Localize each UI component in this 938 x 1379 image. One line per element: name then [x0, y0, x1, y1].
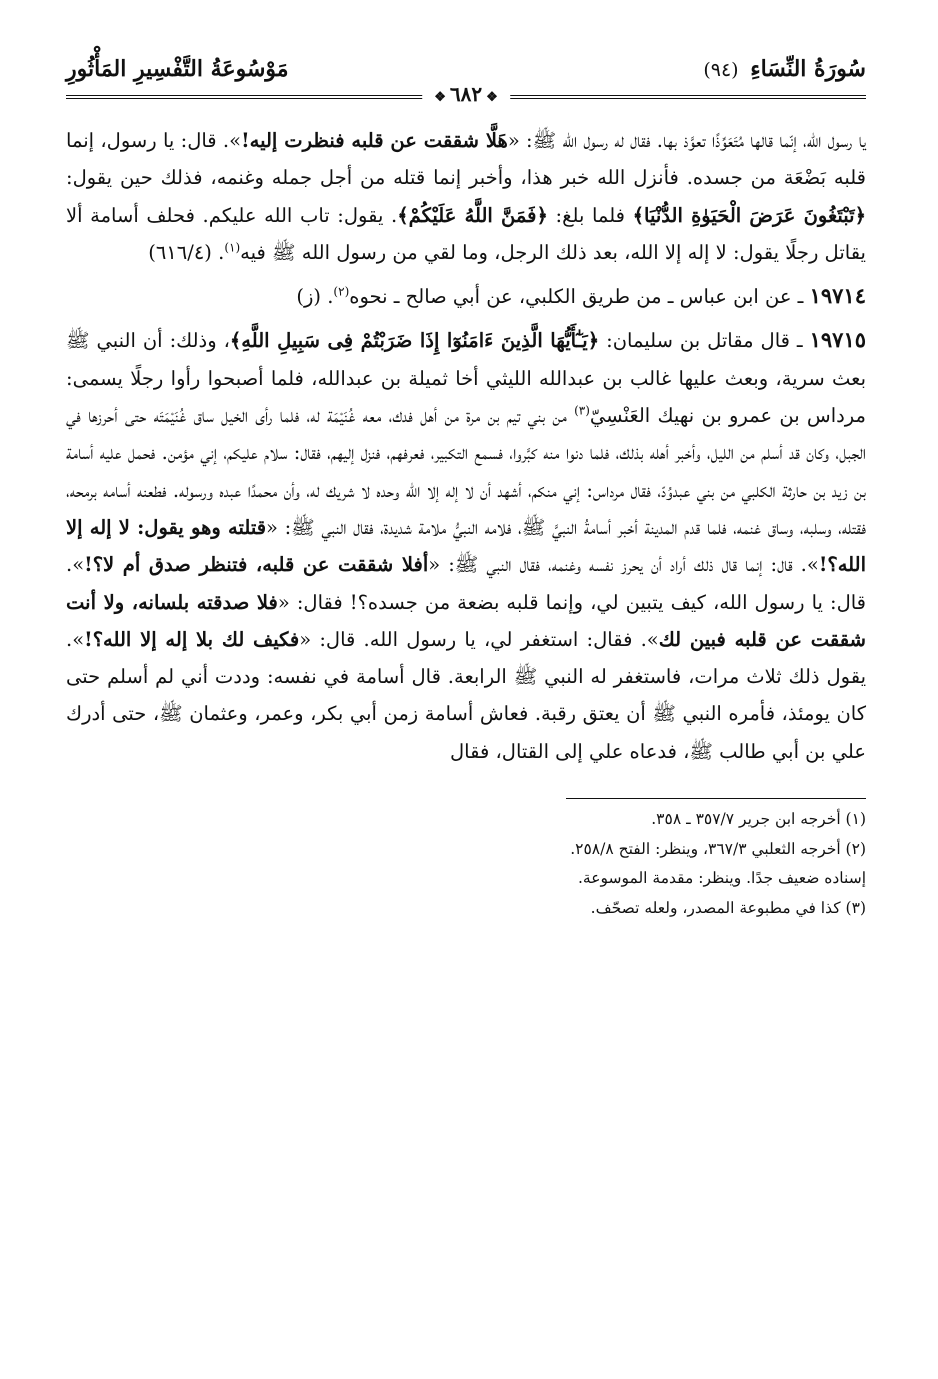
- text-run: . (٦١٦/٤): [148, 240, 225, 264]
- quran-verse: ﴿فَمَنَّ اللَّهُ عَلَيْكُمْ﴾: [397, 203, 548, 227]
- page: [66, 48, 866, 923]
- ornament-icon: ❖: [434, 90, 446, 105]
- footnote-2-note: إسناده ضعيف جدًا. وينظر: مقدمة الموسوعة.: [578, 869, 866, 888]
- quran-verse: ﴿تَبْتَغُونَ عَرَضَ الْحَيَوٰةِ الدُّنْيَا﴾: [632, 203, 867, 227]
- quran-verse: ﴿يَـٰٓأَيُّهَا الَّذِينَ ءَامَنُوٓا إِذَا ضَرَبْتُمْ فِى سَبِيلِ اللَّهِ﴾: [229, 329, 600, 353]
- text-run: . (ز): [296, 285, 334, 309]
- text-run: فلما بلغ:: [547, 203, 633, 227]
- page-number: ٦٨٢: [449, 82, 483, 106]
- text-run: ». قال: إنما قال ذلك أراد أن يحرز نفسه وغنمه، فقال النبي ﷺ: «: [428, 553, 819, 577]
- ornament-icon: ❖: [486, 90, 498, 105]
- footnote-ref[interactable]: (١): [224, 240, 241, 255]
- hadith-number: ١٩٧١٥: [809, 327, 867, 353]
- book-title: مَوْسُوعَةُ التَّفْسِيرِ المَأْثُورِ: [66, 56, 289, 82]
- text-run: . يقول: تاب الله عليكم. فحلف أسامة ألا يقاتل رجلًا يقول: لا إله إلا الله، بعد ذلك الرجل، وما لقي من رسول الله ﷺ فيه: [66, 203, 866, 264]
- text-run: ، وذلك: أن النبي ﷺ بعث سرية، وبعث عليها غالب بن عبدالله الليثي أخا ثميلة بن عبدالله، فلما أصبحوا رأوا رجلًا يسمى: مرداس بن عمرو بن نهيك العَنْسِيّ: [66, 329, 867, 428]
- footnote-3: (٣) كذا في مطبوعة المصدر، ولعله تصحّف.: [590, 898, 866, 917]
- paragraph-continuation: [66, 122, 866, 271]
- text-run: من بني تيم بن مرة من أهل فدك، معه غُنَيْمَة له، فلما رأى الخيل ساق غُنَيْمَتَه حتى أحرزها في الجبل، وكان قد أسلم من الليل، وأخبر أهله بذلك، فلما دنوا منه كبَّروا، فسمع التكبير، فعرفهم، فنزل إليهم، فقال: سلام عليكم، إني مؤمن. فحمل عليه أسامة بن زيد بن حارثة الكلبي من بني عبدوُدّ، فقال مرداس: إني منكم، أشهد أن لا إله إلا الله وحده لا شريك له، وأن محمدًا عبده ورسوله. فطعنه أسامه برمحه، فقتله، وسلبه، وساق غنمه، فلما قدم المدينة أخبر أسامةُ النبيَّ ﷺ، فلامه النبيُّ ملامة شديدة، فقال النبي ﷺ: «: [66, 404, 866, 539]
- prophet-quote: فلا صدقته بلسانه، ولا أنت شققت عن قلبه فبين لك: [66, 590, 866, 651]
- prophet-quote: قتلته وهو يقول: لا إله إلا الله؟!: [66, 515, 866, 577]
- text-run: ». قال: يا رسول الله، كيف يتبين لي، وإنما قلبه بضعة من جسده؟! فقال: «: [66, 553, 866, 614]
- page-header: [66, 48, 866, 112]
- hadith-19714: [66, 277, 866, 315]
- hadith-19715: [66, 321, 866, 770]
- sura-number: (٩٤): [703, 59, 739, 81]
- sura-title: سُورَةُ النِّسَاءِ: [750, 56, 866, 82]
- footnotes: [66, 805, 866, 923]
- text-run: ـ عن ابن عباس ـ من طريق الكلبي، عن أبي صالح ـ نحوه: [349, 285, 810, 309]
- text-run: ». فقال: استغفر لي، يا رسول الله. قال: «: [299, 627, 659, 651]
- sura-heading: [703, 56, 866, 82]
- text-run: ». يقول ذلك ثلاث مرات، فاستغفر له النبي ﷺ الرابعة. قال أسامة في نفسه: وددت أني لم أسلم حتى كان يومئذ، فأمره النبي ﷺ أن يعتق رقبة. فعاش أسامة زمن أبي بكر، وعمر، وعثمان ﷺ، حتى أدرك علي بن أبي طالب ﷺ، فدعاه علي إلى القتال، فقال: [66, 627, 866, 763]
- footnote-2: (٢) أخرجه الثعلبي ٣٦٧/٣، وينظر: الفتح ٢٥٨/٨.: [570, 839, 866, 858]
- prophet-quote: أفلا شققت عن قلبه، فتنظر صدق أم لا؟!: [84, 553, 429, 577]
- text-run: ـ قال مقاتل بن سليمان:: [599, 329, 810, 353]
- text-run: يا رسول الله، إنّما قالها مُتَعَوِّذًا تعوَّذ بها. فقال له رسول الله ﷺ: «: [507, 129, 866, 152]
- prophet-quote: فكيف لك بلا إله إلا الله؟!: [84, 627, 300, 651]
- hadith-number: ١٩٧١٤: [809, 283, 866, 309]
- text-run: ». قال: يا رسول، إنما قلبه بَضْعَة من جسده. فأنزل الله خبر هذا، وأخبر إنما قتله من أجل جمله وغنمه، فذلك حين يقول:: [66, 129, 866, 190]
- footnote-1: (١) أخرجه ابن جرير ٣٥٧/٧ ـ ٣٥٨.: [651, 810, 866, 829]
- footnote-ref[interactable]: (٢): [333, 284, 350, 299]
- footnote-separator: [566, 798, 866, 799]
- page-number-box: [422, 82, 510, 106]
- prophet-quote: هَلَّا شققت عن قلبه فنظرت إليه!: [241, 129, 508, 152]
- footnote-ref[interactable]: (٣): [574, 403, 590, 418]
- header-rule: [66, 82, 866, 106]
- main-text: [66, 122, 866, 770]
